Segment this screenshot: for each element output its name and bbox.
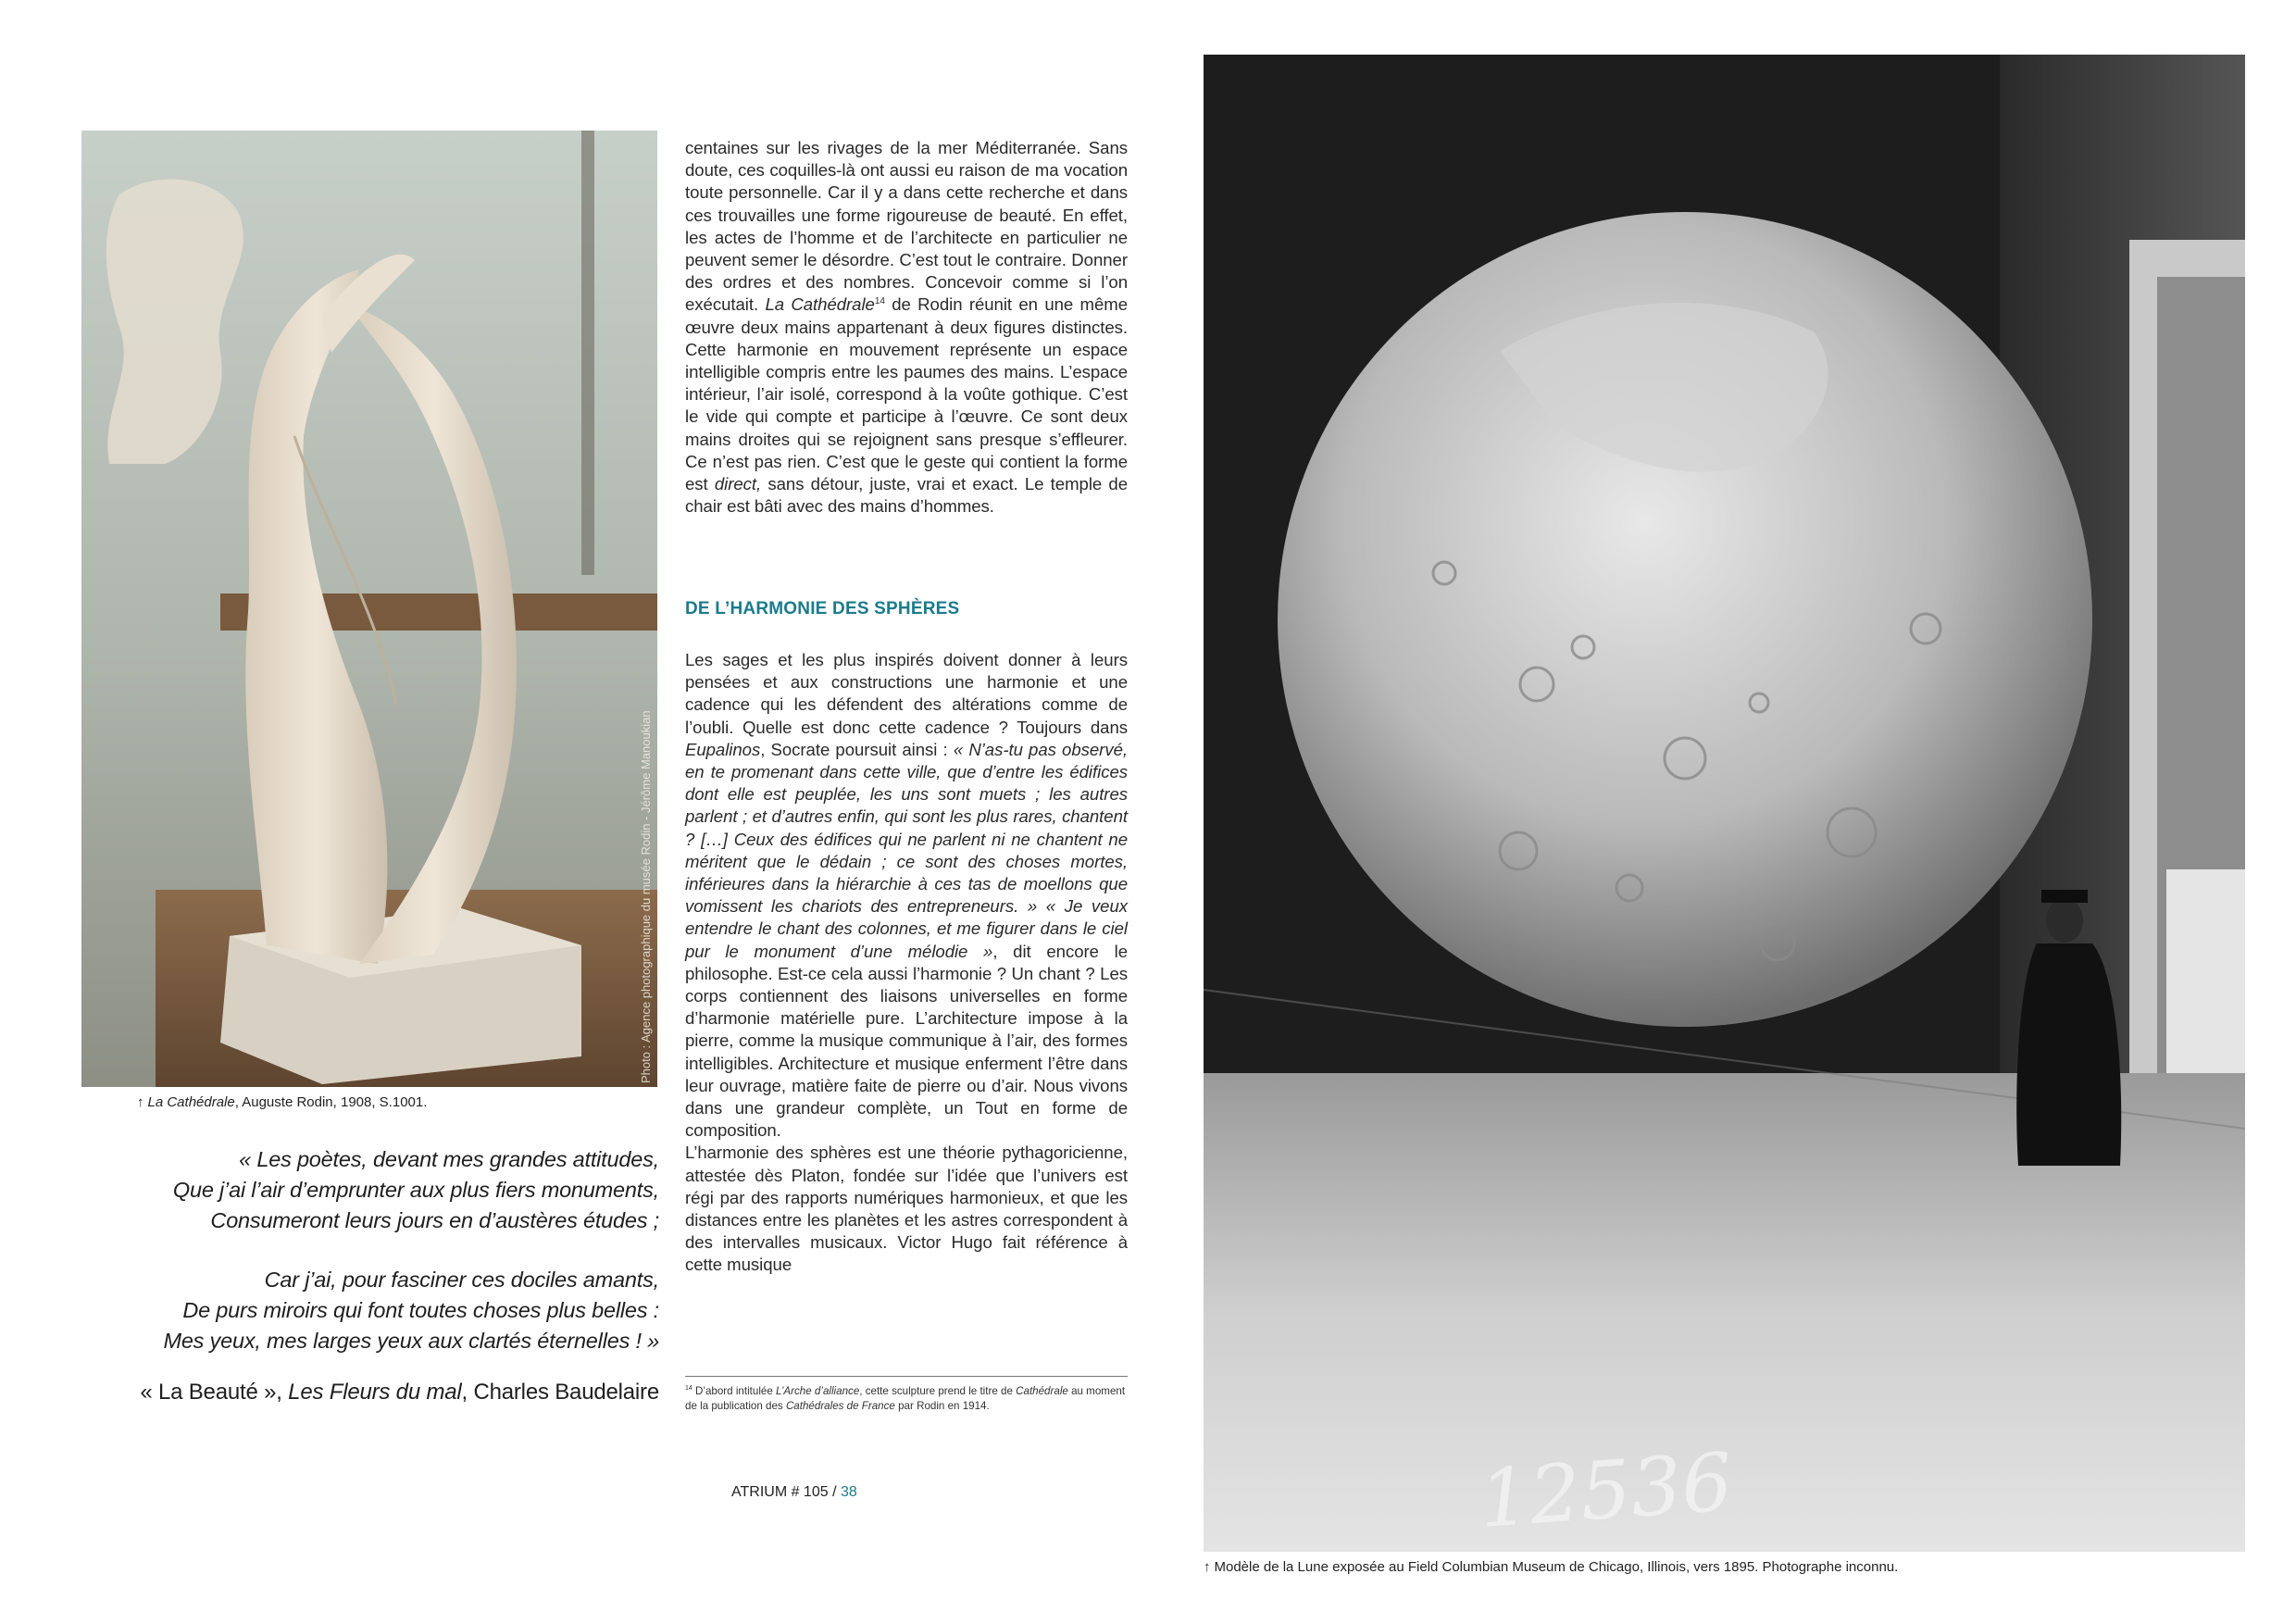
poem-line: Consumeront leurs jours en d’austères études ; bbox=[210, 1208, 659, 1232]
footnote-ref[interactable]: 14 bbox=[874, 296, 885, 307]
sculpture-illustration bbox=[81, 131, 657, 1087]
moon-caption-text: Modèle de la Lune exposée au Field Columbian Museum de Chicago, Illinois, vers 1895. Photographe inconnu. bbox=[1214, 1559, 1899, 1575]
work-title: La Cathédrale bbox=[765, 294, 875, 315]
magazine-issue: ATRIUM # 105 / bbox=[731, 1484, 841, 1500]
footnote: $^{14}$ D’abord intitulée L’Arche d’alliance, cette sculpture prend le titre de Cathédrale au moment de la publication des Cathédrales de France par Rodin en 1914. bbox=[685, 1384, 1126, 1412]
poem-line: Car j’ai, pour fasciner ces dociles amants, bbox=[264, 1268, 659, 1292]
poem-source-work: Les Fleurs du mal bbox=[288, 1380, 462, 1405]
body-paragraph-2: Les sages et les plus inspirés doivent donner à leurs pensées et aux constructions une harmonie et une cadence qui les défendent des altérations comme de l’oubli. Quelle est donc cette cadence ? Toujours dans Eupalinos, Socrate poursuit ainsi : « N’as-tu pas observé, en te promenant dans cette ville, que d’entre les édifices dont elle est peuplée, les uns sont muets ; les autres parlent ; et d’autres enfin, qui sont les plus rares, chantent ? […] Ceux des édifices qui ne parlent ni ne chantent ne méritent que le dédain ; ce sont des choses mortes, inférieures dans la hiérarchie à ces tas de moellons que vomissent les chariots des entrepreneurs. » « Je veux entendre le chant des colonnes, et me figurer dans le ciel pur le monument d’une mélodie », dit encore le philosophe. Est-ce cela aussi l’harmonie ? Un chant ? Les corps contiennent des liaisons universelles en forme d’harmonie matérielle pure. L’architecture impose à la pierre, comme la musique communique à l’air, des formes intelligibles. Architecture et musique enferment l’être dans leur ouvrage, matière faite de pierre ou d’air. Nous vivons dans une grandeur complète, un Tout en forme de composition. L’harmonie des sphères est une théorie pythagoricienne, attestée dès Platon, fondée sur l’idée que l’univers est régi par des rapports numériques harmonieux, et que les distances entre les planètes et les astres correspondent à des intervalles musicaux. Victor Hugo fait référence à cette musique bbox=[685, 649, 1128, 1277]
up-arrow-icon: ↑ bbox=[137, 1094, 144, 1110]
section-heading: DE L’HARMONIE DES SPHÈRES bbox=[685, 599, 960, 618]
body-paragraph-3: L’harmonie des sphères est une théorie pythagoricienne, attestée dès Platon, fondée sur l’idée que l’univers est régi par des rapports numériques harmonieux, et que les distances entre les planètes et les astres correspondent à des intervalles musicaux. Victor Hugo fait référence à cette musique bbox=[685, 1143, 1128, 1275]
sculpture-caption bbox=[137, 1094, 427, 1110]
poem-line: Mes yeux, mes larges yeux aux clartés éternelles ! » bbox=[163, 1329, 659, 1353]
page-number: 38 bbox=[840, 1484, 857, 1500]
moon-caption bbox=[1204, 1559, 1898, 1575]
poem-line: De purs miroirs qui font toutes choses plus belles : bbox=[182, 1298, 659, 1322]
moon-annotation: 12536 bbox=[1476, 1436, 1736, 1546]
footnote-divider bbox=[685, 1376, 1128, 1377]
poem-line: « Les poètes, devant mes grandes attitudes, bbox=[239, 1147, 659, 1171]
caption-details: , Auguste Rodin, 1908, S.1001. bbox=[234, 1094, 428, 1110]
body-paragraph-1: centaines sur les rivages de la mer Méditerranée. Sans doute, ces coquilles-là ont aussi eu raison de ma vocation toute personnelle. Car il y a dans cette recherche et dans ces trouvailles une forme rigoureuse de beauté. En effet, les actes de l’homme et de l’architecte en particulier ne peuvent semer le désordre. C’est tout le contraire. Donner des ordres et des nombres. Concevoir comme si l’on exécutait. La Cathédrale$^{14}$ de Rodin réunit en une même œuvre deux mains appartenant à deux figures distinctes. Cette harmonie en mouvement représente un espace intelligible compris entre les paumes des mains. L’espace intérieur, l’air isolé, correspond à la voûte gothique. C’est le vide qui compte et participe à l’œuvre. Ce sont deux mains droites qui se rejoignent sans presque s’effleurer. Ce n’est pas rien. C’est que le geste qui contient la forme est direct, sans détour, juste, vrai et exact. Le temple de chair est bâti avec des mains d’hommes. bbox=[685, 138, 1128, 517]
sculpture-photo bbox=[81, 131, 657, 1087]
poem-stanza-1 bbox=[85, 1144, 659, 1236]
photo-credit: Photo : Agence photographique du musée Rodin - Jérôme Manoukian bbox=[639, 710, 653, 1083]
poem-source: « La Beauté », Les Fleurs du mal, Charles Baudelaire bbox=[140, 1380, 659, 1405]
moon-photo bbox=[1204, 55, 2245, 1552]
up-arrow-icon: ↑ bbox=[1204, 1559, 1211, 1575]
quotation: « N’as-tu pas observé, en te promenant dans cette ville, que d’entre les édifices dont elle est peuplée, les uns sont muets ; les autres parlent ; et d’autres enfin, qui sont les plus rares, chantent ? […] Ceux des édifices qui ne parlent ni ne chantent ne méritent que le dédain ; ce sont des choses mortes, inférieures dans la hiérarchie à ces tas de moellons que vomissent les chariots des entrepreneurs. » « Je veux entendre le chant des colonnes, et me figurer dans le ciel pur le monument d’une mélodie » bbox=[685, 739, 1128, 961]
page-folio bbox=[731, 1484, 857, 1501]
work-title: Eupalinos bbox=[685, 739, 761, 759]
poem-line: Que j’ai l’air d’emprunter aux plus fiers monuments, bbox=[172, 1178, 659, 1202]
poem-stanza-2 bbox=[85, 1265, 659, 1356]
caption-work-title: La Cathédrale bbox=[147, 1094, 235, 1110]
moon-illustration bbox=[1204, 55, 2245, 1552]
